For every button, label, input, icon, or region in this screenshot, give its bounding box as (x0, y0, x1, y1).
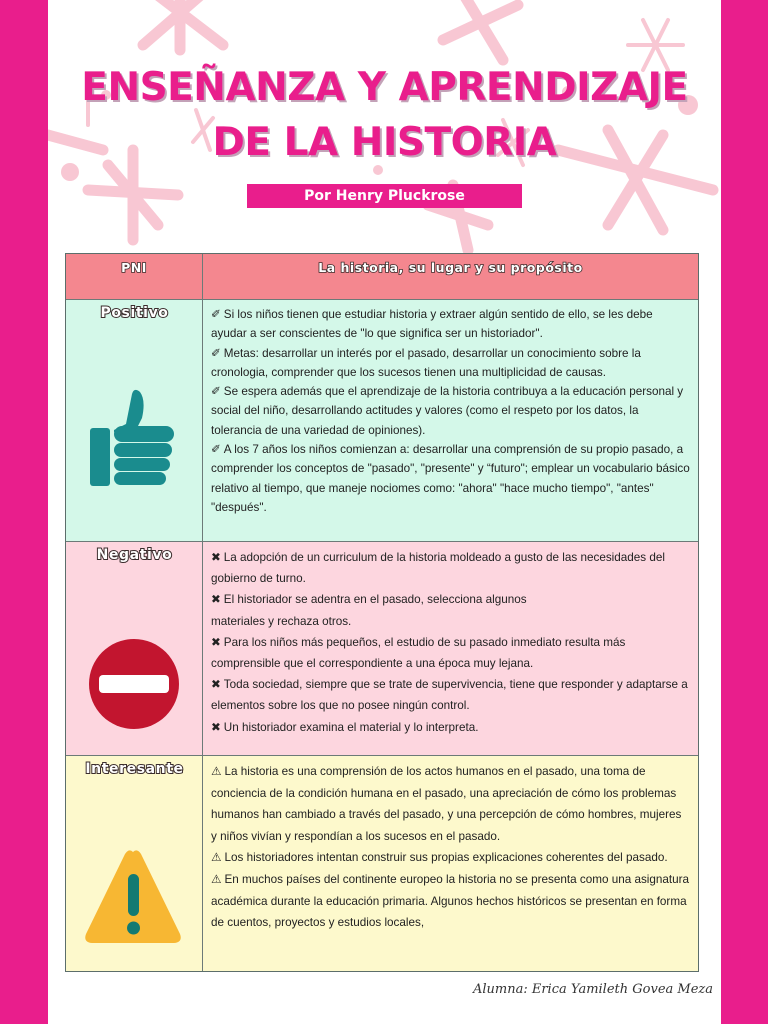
document-page (48, 0, 721, 1024)
list-item: ✐ Se espera además que el aprendizaje de la historia contribuya a la educación personal y social del niño, desarrollando actitudes y valores (como el respeto por los datos, la tolerancia de una variedad de opiniones). (211, 384, 684, 437)
list-item: ✐ A los 7 años los niños comienzan a: desarrollar una comprensión de su propio pasado, a comprender los conceptos de "pasado", "presente" y “futuro"; emplear un vocabulario básico relativo al tiempo, que maneje nociomes como: "ahora" "hace mucho tiempo", "antes" "después". (211, 442, 690, 514)
negative-row (66, 541, 698, 755)
list-item: ✖ Para los niños más pequeños, el estudio de su pasado inmediato resulta más comprensible que el correspondiente a una época muy lejana. (211, 634, 626, 671)
list-item: ✖ Toda sociedad, siempre que se trate de supervivencia, tiene que responder y adaptarse a elementos sobre los que no posee ningún control. (211, 677, 688, 713)
positive-label: Positivo (100, 305, 169, 321)
pencil-check-icon: ✐ (211, 442, 221, 457)
cross-icon: ✖ (211, 550, 221, 564)
warning-icon (82, 846, 184, 950)
interesting-label-cell (66, 756, 203, 971)
page-title (48, 60, 721, 170)
pencil-check-icon: ✐ (211, 345, 221, 360)
interesting-content-cell (203, 756, 698, 971)
warning-mark-icon: ⚠ (211, 871, 222, 886)
list-item: ✖ Un historiador examina el material y lo interpreta. (211, 719, 479, 734)
cross-icon: ✖ (211, 592, 221, 607)
table-header-row (66, 254, 698, 299)
list-item: ⚠ Los historiadores intentan construir sus propias explicaciones coherentes del pasado. (211, 850, 668, 865)
list-item: ✖ La adopción de un curriculum de la historia moldeado a gusto de las necesidades del gobierno de turno. (211, 550, 665, 586)
thumbs-up-icon (88, 388, 176, 488)
pencil-check-icon: ✐ (211, 384, 221, 399)
cross-icon: ✖ (211, 719, 221, 734)
positive-row (66, 299, 698, 541)
list-item: ✐ Metas: desarrollar un interés por el pasado, desarrollar un conocimiento sobre la cronologia, comprender que los sucesos tienen una multiplicidad de causas. (211, 345, 641, 379)
page-title-line-1: ENSEÑANZA Y APRENDIZAJE (81, 65, 688, 110)
negative-content-cell (203, 542, 698, 755)
list-item: ✐ Si los niños tienen que estudiar historia y extraer algún sentido de ello, se les debe ayudar a ser conscientes de "lo que significa ser un historiador". (211, 307, 653, 341)
header-cell-topic (203, 254, 698, 299)
student-name-footer: Alumna: Erica Yamileth Govea Meza (472, 982, 713, 997)
author-byline: Por Henry Pluckrose (247, 184, 522, 208)
header-pni-label: PNI (121, 260, 147, 275)
warning-mark-icon: ⚠ (211, 764, 222, 778)
cross-icon: ✖ (211, 677, 221, 692)
interesting-label: Interesante (85, 761, 184, 777)
negative-label-cell (66, 542, 203, 755)
header-topic-label: La historia, su lugar y su propósito (318, 260, 583, 275)
list-item: materiales y rechaza otros. (211, 614, 352, 628)
pencil-check-icon: ✐ (211, 307, 221, 321)
list-item: ⚠ En muchos países del continente europeo la historia no se presenta como una asignatura académica durante la educación primaria. Algunos hechos históricos se presentan en forma de cuentos, proyectos y estudios locales, (211, 871, 690, 930)
warning-mark-icon: ⚠ (211, 850, 222, 865)
pni-table (65, 253, 699, 972)
cross-icon: ✖ (211, 634, 221, 649)
list-item: ✖ El historiador se adentra en el pasado, selecciona algunos (211, 592, 527, 607)
page-title-line-2: DE LA HISTORIA (212, 120, 557, 165)
positive-content-cell (203, 300, 698, 541)
positive-label-cell (66, 300, 203, 541)
interesting-row (66, 755, 698, 971)
list-item: ⚠ La historia es una comprensión de los actos humanos en el pasado, una toma de conciencia de la condición humana en el pasado, una apreciación de cómo los problemas humanos han cambiado a través del pasado, y una percepción de cómo hombres, mujeres y niños vivían y respondían a los sucesos en el pasado. (211, 764, 682, 843)
negative-label: Negativo (96, 547, 173, 563)
header-cell-pni (66, 254, 203, 299)
no-entry-icon (88, 638, 180, 730)
